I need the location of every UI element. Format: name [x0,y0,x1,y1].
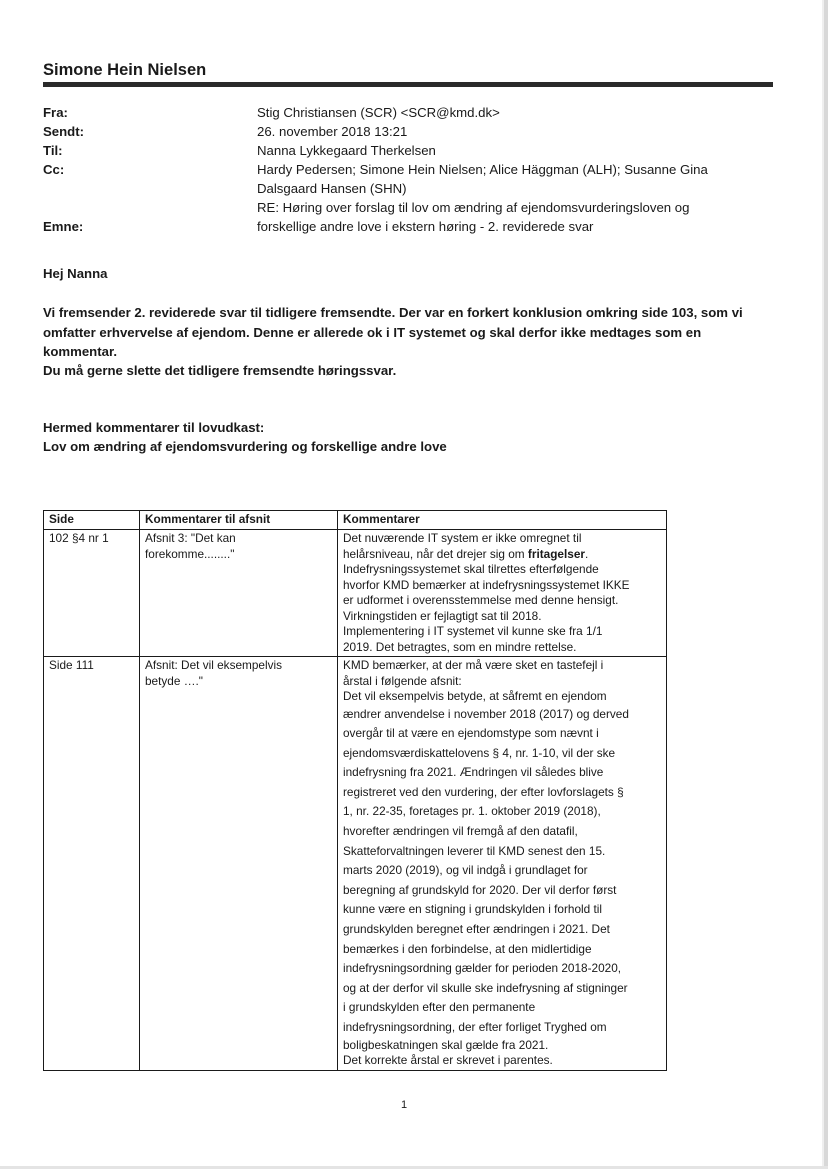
kommentar-line: indefrysningsordning gælder for perioden 2018-2020, [343,961,622,976]
kommentar-line: i grundskylden efter den permanente [343,1000,536,1015]
kommentar-line: indefrysningsordning, der efter forliget Tryghed om [343,1020,607,1034]
column-header-side: Side [44,511,140,530]
body-paragraph-2: Du må gerne slette det tidligere fremsendte høringssvar. [43,363,397,378]
kommentar-line: helårsniveau, når det drejer sig om fritagelser. [343,546,589,561]
afsnit-line: forekomme........" [145,546,235,561]
email-header-values [257,103,747,236]
section-heading-1: Hermed kommentarer til lovudkast: [43,420,265,435]
kommentar-line: Det nuværende IT system er ikke omregnet til [343,531,582,545]
kommentar-line: 2019. Det betragtes, som en mindre rettelse. [343,639,577,654]
kommentar-line: Det korrekte årstal er skrevet i parentes. [343,1053,553,1068]
kommentar-line: 1, nr. 22-35, foretages pr. 1. oktober 2019 (2018), [343,804,601,819]
side-cell: 102 §4 nr 1 [44,530,140,657]
greeting: Hej Nanna [43,266,108,281]
scan-edge [824,0,828,1169]
kommentar-line: Implementering i IT systemet vil kunne ske fra 1/1 [343,624,603,638]
column-header-kommentarer: Kommentarer [338,511,667,530]
kommentar-line: Skatteforvaltningen leverer til KMD senest den 15. [343,843,606,858]
kommentar-line: årstal i følgende afsnit: [343,673,462,688]
side-cell: Side 111 [44,657,140,1071]
page-number: 1 [401,1099,408,1111]
to-label: Til: [43,143,63,158]
kommentar-cell [338,530,667,657]
kommentar-line: bemærkes i den forbindelse, at den midlertidige [343,941,592,956]
body-paragraph-line: kommentar. [43,344,118,359]
kommentar-line: hvorfor KMD bemærker at indefrysningssystemet IKKE [343,577,630,592]
subject-label: Emne: [43,219,84,234]
body-paragraph-line: omfatter erhvervelse af ejendom. Denne er allerede ok i IT systemet og skal derfor ikke medtages som en [43,324,702,340]
cc-value-line: Hardy Pedersen; Simone Hein Nielsen; Alice Häggman (ALH); Susanne Gina [257,162,708,177]
kommentar-cell [338,657,667,1071]
kommentar-line: er udformet i overensstemmelse med denne hensigt. [343,593,619,607]
kommentar-line: registreret ved den vurdering, der efter lovforslagets § [343,784,624,799]
table-header-row [44,511,667,530]
body-paragraph-line: Vi fremsender 2. reviderede svar til tidligere fremsendte. Der var en forkert konklusion omkring side 103, som vi [43,305,743,320]
column-header-afsnit: Kommentarer til afsnit [140,511,338,530]
kommentar-line: ejendomsværdiskattelovens § 4, nr. 1-10, vil der ske [343,745,616,760]
table-row [44,530,667,657]
kommentar-line: marts 2020 (2019), og vil indgå i grundlaget for [343,863,588,878]
body-paragraph [43,303,773,362]
title-rule [43,82,773,87]
table-row [44,657,667,1071]
comments-table [43,510,667,1071]
afsnit-cell [140,657,338,1071]
kommentar-line: KMD bemærker, at der må være sket en tastefejl i [343,658,604,672]
kommentar-line: overgår til at være en ejendomstype som nævnt i [343,726,599,741]
kommentar-line: hvorefter ændringen vil fremgå af den datafil, [343,824,578,839]
email-header-labels [43,103,84,236]
kommentar-line: grundskylden beregnet efter ændringen i 2021. Det [343,922,610,937]
afsnit-line: Afsnit: Det vil eksempelvis [145,658,283,672]
from-value: Stig Christiansen (SCR) <SCR@kmd.dk> [257,105,500,120]
sender-name: Simone Hein Nielsen [43,61,207,79]
from-label: Fra: [43,105,68,120]
afsnit-line: betyde …." [145,673,203,688]
sent-value: 26. november 2018 13:21 [257,124,408,139]
sent-label: Sendt: [43,124,85,139]
afsnit-line: Afsnit 3: "Det kan [145,531,236,545]
subject-value-line: RE: Høring over forslag til lov om ændring af ejendomsvurderingsloven og [257,200,690,215]
kommentar-line: ændrer anvendelse i november 2018 (2017) og derved [343,706,629,721]
kommentar-line: indefrysning fra 2021. Ændringen vil således blive [343,765,604,780]
section-heading-2: Lov om ændring af ejendomsvurdering og forskellige andre love [43,439,447,454]
kommentar-line: Det vil eksempelvis betyde, at såfremt en ejendom [343,689,607,703]
kommentar-line: kunne være en stigning i grundskylden i forhold til [343,902,603,917]
kommentar-line: Virkningstiden er fejlagtigt sat til 2018. [343,608,542,623]
afsnit-cell [140,530,338,657]
cc-label: Cc: [43,162,65,177]
to-value: Nanna Lykkegaard Therkelsen [257,143,436,158]
subject-value-line: forskellige andre love i ekstern høring - 2. reviderede svar [257,219,594,234]
cc-value-line: Dalsgaard Hansen (SHN) [257,181,407,196]
kommentar-line: boligbeskatningen skal gælde fra 2021. [343,1037,549,1052]
kommentar-line: og at der derfor vil skulle ske indefrysning af stigninger [343,980,628,995]
kommentar-line: beregning af grundskyld for 2020. Der vil derfor først [343,882,617,897]
kommentar-line: Indefrysningssystemet skal tilrettes efterfølgende [343,562,599,576]
